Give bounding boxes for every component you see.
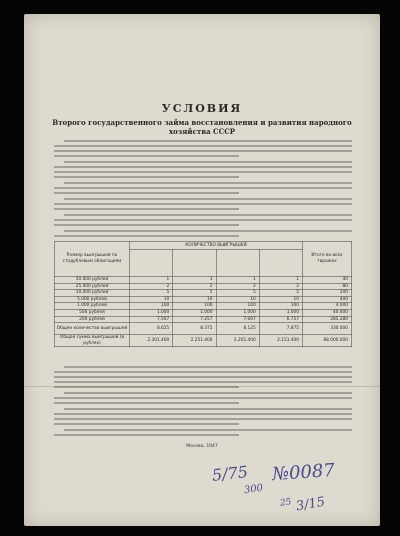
table-cell: 40 [303,277,352,284]
table-cell: 2.301.400 [130,335,173,347]
table-cell: 1.000 [173,309,216,316]
prize-size-cell: 200 рублей [55,316,130,323]
table-cell: 1.000 [216,309,259,316]
table-cell: 1 [173,277,216,284]
bond-sheet [24,14,380,526]
total-count-label: Общее количество выигрышей [55,323,130,335]
prize-size-cell: 10.000 рублей [55,290,130,297]
table-cell: 5 [130,290,173,297]
table-cell: 100 [173,303,216,310]
col-header-size: Размер выигрышей по стодублевым облигациям [55,242,130,277]
table-cell: 80 [303,283,352,290]
table-row [55,316,352,323]
table-cell: 400 [303,296,352,303]
table-row [55,296,352,303]
table-cell: 6.757 [259,316,302,323]
table-cell: 5 [216,290,259,297]
table-cell: 1.000 [130,309,173,316]
total-sum-row [55,335,352,347]
total-sum-label: Общая сумма выигрышей (в рублях) [55,335,130,347]
table-caption: КОЛИЧЕСТВО ВЫИГРЫШЕЙ [130,242,303,250]
table-cell: 1 [259,277,302,284]
table-cell: 1 [216,277,259,284]
conditions-header [24,102,380,136]
city-year: Москва, 1947 [186,444,218,449]
table-cell: 2 [216,283,259,290]
handwritten-note: №0087 [271,459,336,486]
table-cell: 1 [130,277,173,284]
table-cell: 100 [130,303,173,310]
table-cell: 2 [173,283,216,290]
table-cell: 330.000 [303,323,352,335]
prize-size-cell: 50.000 рублей [55,277,130,284]
table-cell: 7.507 [130,316,173,323]
table-cell: 100 [216,303,259,310]
handwritten-note: 300 [243,482,264,497]
table-cell: 5 [173,290,216,297]
table-cell: 10 [216,296,259,303]
table-cell: 2.201.400 [216,335,259,347]
table-cell: 10 [259,296,302,303]
loan-subtitle: Второго государственного займа восстановления и развития народного хозяйства СССР [52,118,352,136]
table-cell: 2.151.400 [259,335,302,347]
table-cell: 7.007 [216,316,259,323]
table-row [55,290,352,297]
prize-size-cell: 500 рублей [55,309,130,316]
handwritten-note: 25 [279,497,293,509]
table-cell: 2.251.400 [173,335,216,347]
table-cell: 8.125 [216,323,259,335]
table-cell: 285.280 [303,316,352,323]
table-cell: 4.000 [303,303,352,310]
table-cell: 100 [259,303,302,310]
table-cell: 88.000.000 [303,335,352,347]
table-row [55,309,352,316]
conditions-title: УСЛОВИЯ [161,102,243,115]
handwritten-note: 5/75 [211,462,249,485]
table-cell: 7.257 [173,316,216,323]
prize-size-cell: 1.000 рублей [55,303,130,310]
table-cell: 40.000 [303,309,352,316]
redemption-text [54,366,352,439]
winnings-table [54,241,352,347]
table-cell: 7.875 [259,323,302,335]
table-row [55,277,352,284]
table-row [55,283,352,290]
prize-size-cell: 25.000 рублей [55,283,130,290]
table-cell: 8.625 [130,323,173,335]
table-cell: 5 [259,290,302,297]
table-cell: 2 [130,283,173,290]
table-cell: 10 [130,296,173,303]
table-cell: 1.000 [259,309,302,316]
conditions-text [54,140,352,240]
prize-size-cell: 5.000 рублей [55,296,130,303]
handwritten-note: 3/15 [294,494,327,515]
table-cell: 2 [259,283,302,290]
col-header-total: Итого во всех тиражах [303,242,352,277]
table-row [55,303,352,310]
table-cell: 8.375 [173,323,216,335]
total-count-row [55,323,352,335]
table-cell: 10 [173,296,216,303]
table-cell: 200 [303,290,352,297]
